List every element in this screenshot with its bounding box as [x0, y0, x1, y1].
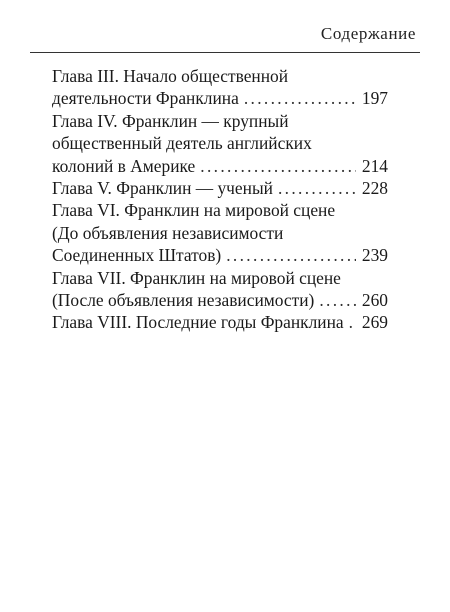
toc-line	[52, 199, 388, 221]
toc-entry-text: Глава III. Начало общественной	[52, 66, 289, 86]
toc-entry-text: Соединенных Штатов)	[52, 245, 222, 266]
toc-line	[52, 311, 388, 333]
toc-line	[52, 132, 388, 154]
toc-entry-chapter-4	[52, 110, 388, 177]
header-rule	[30, 52, 420, 53]
toc-line	[52, 222, 388, 244]
dot-leader	[244, 87, 356, 109]
toc-entry-text: (После объявления независимости)	[52, 290, 315, 311]
toc-page-number: 214	[361, 155, 388, 176]
running-header: Содержание	[320, 24, 416, 43]
toc-line	[52, 244, 388, 266]
dot-leader	[200, 155, 356, 177]
dot-leader	[226, 244, 356, 266]
toc-page-number: 260	[361, 290, 388, 311]
toc-line	[52, 110, 388, 132]
toc-line	[52, 87, 388, 109]
toc-entry-text: колоний в Америке	[52, 155, 196, 176]
toc-line	[52, 289, 388, 311]
table-of-contents	[52, 65, 388, 334]
toc-entry-text: Глава VI. Франклин на мировой сцене	[52, 200, 336, 221]
dot-leader	[278, 177, 356, 199]
toc-page-number: 228	[361, 178, 388, 199]
toc-entry-chapter-6	[52, 199, 388, 266]
toc-entry-text: Глава IV. Франклин — крупный	[52, 110, 289, 131]
toc-page-number: 269	[361, 312, 388, 333]
toc-line	[52, 177, 388, 199]
toc-line	[52, 65, 388, 87]
toc-line	[52, 155, 388, 177]
toc-page-number: 239	[361, 245, 388, 266]
toc-entry-text: деятельности Франклина	[52, 88, 239, 109]
toc-entry-chapter-8	[52, 311, 388, 333]
dot-leader	[319, 289, 356, 311]
toc-page-number: 197	[361, 88, 388, 109]
toc-entry-text: (До объявления независимости	[52, 222, 284, 243]
toc-line	[52, 267, 388, 289]
toc-entry-text: Глава V. Франклин — ученый	[52, 178, 273, 199]
toc-entry-text: общественный деятель английских	[52, 133, 312, 154]
dot-leader	[349, 311, 356, 333]
toc-entry-chapter-7	[52, 267, 388, 312]
toc-entry-text: Глава VII. Франклин на мировой сцене	[52, 267, 341, 288]
toc-entry-chapter-3	[52, 65, 388, 110]
toc-entry-chapter-5	[52, 177, 388, 199]
toc-entry-text: Глава VIII. Последние годы Франклина	[52, 312, 344, 333]
